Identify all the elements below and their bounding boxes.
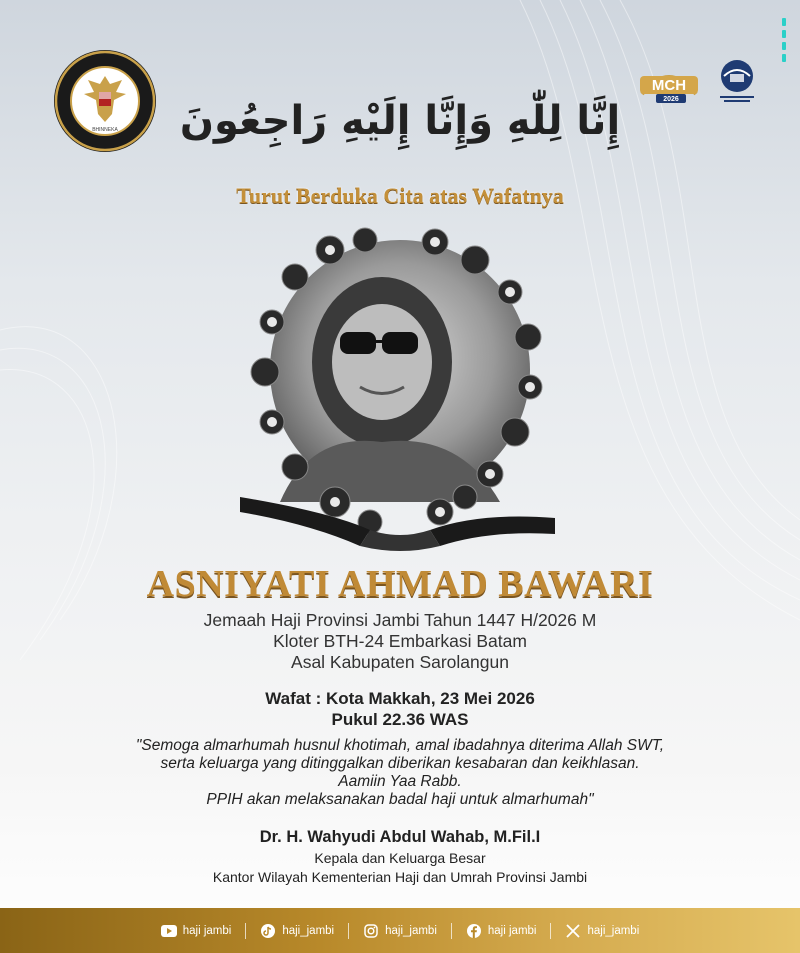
deceased-name: ASNIYATI AHMAD BAWARI: [146, 563, 654, 605]
tiktok-link[interactable]: [260, 923, 334, 939]
divider: [348, 923, 349, 939]
instagram-label: haji_jambi: [385, 924, 437, 937]
divider: [245, 923, 246, 939]
instagram-link[interactable]: [363, 923, 437, 939]
social-footer: [0, 908, 800, 953]
prayer-quote: [0, 737, 800, 809]
svg-text:2026: 2026: [663, 96, 679, 103]
death-details: [0, 688, 800, 730]
divider: [550, 923, 551, 939]
deceased-info: [0, 610, 800, 673]
death-place-date: Wafat : Kota Makkah, 23 Mei 2026: [265, 689, 535, 708]
youtube-label: haji jambi: [182, 924, 232, 937]
signer-name: Dr. H. Wahyudi Abdul Wahab, M.Fil.I: [259, 828, 541, 846]
svg-text:MCH: MCH: [651, 77, 687, 94]
info-line: Jemaah Haji Provinsi Jambi Tahun 1447 H/2026 M: [203, 610, 597, 630]
signer-title: Kepala dan Keluarga Besar: [314, 850, 486, 866]
x-label: haji_jambi: [587, 924, 640, 937]
quote-line: Aamiin Yaa Rabb.: [338, 773, 462, 790]
facebook-label: haji jambi: [487, 924, 537, 937]
quote-line: PPIH akan melaksanakan badal haji untuk almarhumah": [206, 791, 594, 808]
svg-text:BHINNEKA: BHINNEKA: [92, 127, 118, 133]
arabic-condolence-text: إِنَّا لِلّٰهِ وَإِنَّا إِلَيْهِ رَاجِعُونَ: [179, 98, 621, 144]
tiktok-label: haji_jambi: [282, 924, 335, 937]
quote-line: serta keluarga yang ditinggalkan diberikan kesabaran dan keikhlasan.: [160, 755, 640, 772]
memorial-portrait-wreath: [210, 212, 590, 557]
quote-line: "Semoga almarhumah husnul khotimah, amal ibadahnya diterima Allah SWT,: [135, 737, 665, 754]
info-line: Asal Kabupaten Sarolangun: [291, 652, 509, 672]
tiktok-icon: [260, 923, 276, 939]
headline: Turut Berduka Cita atas Wafatnya: [236, 183, 564, 208]
facebook-icon: [466, 923, 482, 939]
youtube-icon: [161, 923, 177, 939]
facebook-link[interactable]: [466, 923, 537, 939]
divider: [451, 923, 452, 939]
x-link[interactable]: [565, 923, 639, 939]
decorative-dots: [782, 18, 786, 62]
info-line: Kloter BTH-24 Embarkasi Batam: [273, 631, 527, 651]
instagram-icon: [363, 923, 379, 939]
death-time: Pukul 22.36 WAS: [331, 710, 469, 729]
signer-office: Kantor Wilayah Kementerian Haji dan Umrah Provinsi Jambi: [212, 869, 588, 885]
x-icon: [565, 923, 581, 939]
signer-block: [0, 825, 800, 887]
youtube-link[interactable]: [161, 923, 232, 939]
